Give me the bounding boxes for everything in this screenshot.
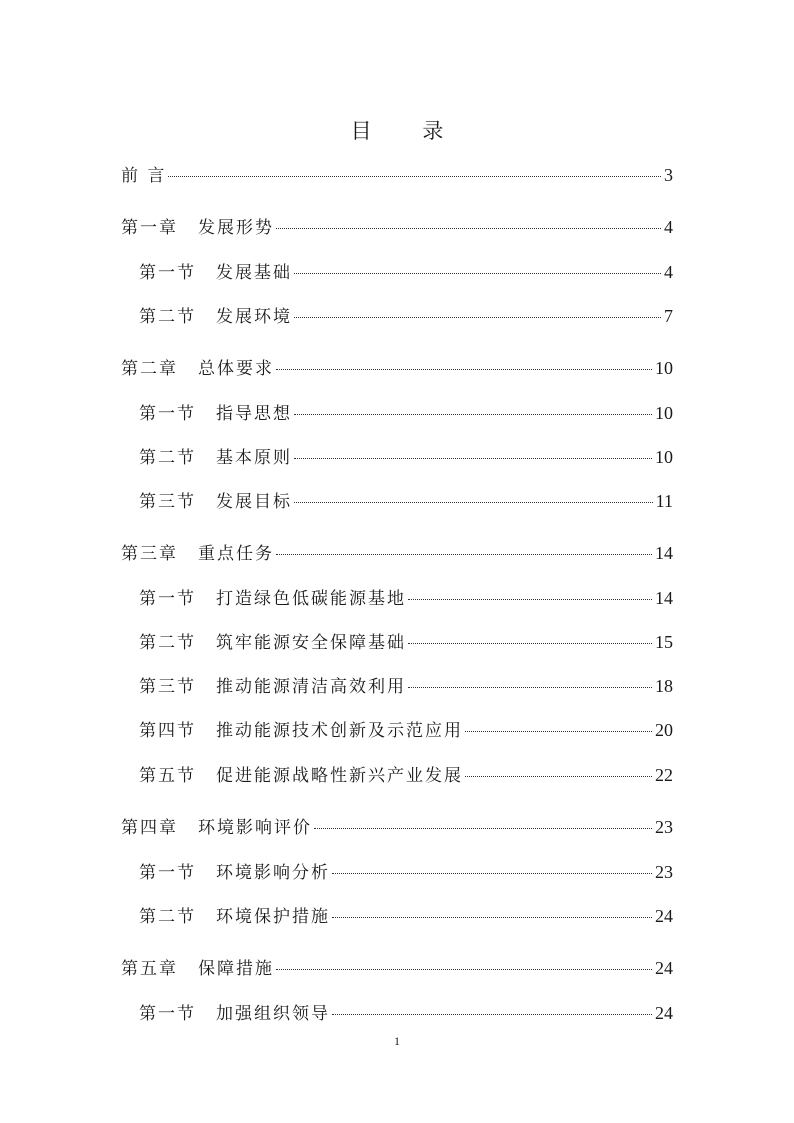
- toc-entry-title: 推动能源清洁高效利用: [216, 677, 406, 697]
- toc-entry-title: 前 言: [121, 166, 167, 186]
- toc-entry[interactable]: [121, 216, 673, 239]
- toc-entry-page: 14: [655, 588, 673, 608]
- toc-entry-title: 环境影响分析: [216, 863, 330, 883]
- toc-entry-page: 20: [655, 720, 673, 740]
- dot-leader: [408, 643, 652, 644]
- toc-entry-number: 第一节: [139, 404, 196, 424]
- toc-entry-label: [121, 817, 312, 839]
- dot-leader: [408, 599, 652, 600]
- toc-entry-title: 总体要求: [198, 359, 274, 379]
- dot-leader: [408, 687, 652, 688]
- toc-entry-page: 15: [655, 632, 673, 652]
- toc-entry-title: 保障措施: [198, 959, 274, 979]
- toc-entry-number: 第三章: [121, 544, 178, 564]
- toc-entry-number: 第五节: [139, 766, 196, 786]
- dot-leader: [276, 554, 652, 555]
- toc-entry-title: 环境保护措施: [216, 907, 330, 927]
- toc-entry-number: 第三节: [139, 492, 196, 512]
- toc-entry-label: [139, 632, 406, 654]
- dot-leader: [332, 1014, 652, 1015]
- dot-leader: [332, 917, 652, 918]
- toc-entry[interactable]: [139, 861, 673, 884]
- toc-entry-label: [139, 403, 292, 425]
- toc-entry-page: 14: [655, 543, 673, 563]
- toc-entry-title: 环境影响评价: [198, 818, 312, 838]
- toc-entry-number: 第五章: [121, 959, 178, 979]
- toc-entry-title: 发展形势: [198, 218, 274, 238]
- toc-entry-page: 10: [655, 403, 673, 423]
- toc-entry-number: 第二节: [139, 448, 196, 468]
- dot-leader: [465, 776, 652, 777]
- dot-leader: [314, 828, 652, 829]
- dot-leader: [332, 873, 652, 874]
- toc-entry-title: 促进能源战略性新兴产业发展: [216, 766, 463, 786]
- page-number: 1: [394, 1034, 400, 1048]
- toc-entry[interactable]: [139, 402, 673, 425]
- toc-entry-label: [139, 862, 330, 884]
- toc-entry-title: 发展基础: [216, 263, 292, 283]
- toc-entry-number: 第三节: [139, 677, 196, 697]
- toc-entry-page: 10: [655, 447, 673, 467]
- toc-entry[interactable]: [139, 305, 673, 328]
- page-title: 目 录: [350, 119, 466, 143]
- toc-entry-number: 第一节: [139, 1004, 196, 1024]
- toc-entry-title: 加强组织领导: [216, 1004, 330, 1024]
- toc-entry-label: [121, 217, 274, 239]
- toc-entry-title: 打造绿色低碳能源基地: [216, 589, 406, 609]
- toc-entry-page: 22: [655, 765, 673, 785]
- toc-entry-label: [139, 306, 292, 328]
- dot-leader: [294, 502, 653, 503]
- toc-entry-number: 第四节: [139, 721, 196, 741]
- toc-entry-page: 3: [664, 165, 673, 185]
- toc-entry-title: 指导思想: [216, 404, 292, 424]
- toc-entry[interactable]: [139, 675, 673, 698]
- dot-leader: [276, 969, 652, 970]
- toc-entry-page: 4: [664, 217, 673, 237]
- toc-entry-label: [121, 958, 274, 980]
- toc-entry[interactable]: [139, 1002, 673, 1025]
- toc-entry-number: 第四章: [121, 818, 178, 838]
- toc-entry-title: 发展目标: [216, 492, 292, 512]
- dot-leader: [276, 228, 661, 229]
- toc-entry-title: 筑牢能源安全保障基础: [216, 633, 406, 653]
- toc-entry-title: 重点任务: [198, 544, 274, 564]
- dot-leader: [294, 458, 652, 459]
- toc-entry-title: 发展环境: [216, 307, 292, 327]
- dot-leader: [465, 731, 652, 732]
- toc-entry[interactable]: [121, 957, 673, 980]
- toc-entry-label: [139, 491, 292, 513]
- toc-entry-label: [139, 676, 406, 698]
- toc-entry[interactable]: [121, 542, 673, 565]
- toc-entry-title: 基本原则: [216, 448, 292, 468]
- toc-entry-label: [121, 165, 166, 187]
- dot-leader: [294, 273, 661, 274]
- toc-entry-page: 10: [655, 358, 673, 378]
- toc-entry[interactable]: [139, 446, 673, 469]
- toc-entry-page: 18: [655, 676, 673, 696]
- toc-entry-page: 11: [655, 491, 673, 511]
- toc-entry-number: 第一章: [121, 218, 178, 238]
- toc-entry-label: [121, 358, 274, 380]
- toc-entry[interactable]: [139, 719, 673, 742]
- toc-entry-label: [139, 262, 292, 284]
- toc-entry-number: 第二节: [139, 907, 196, 927]
- dot-leader: [294, 414, 652, 415]
- toc-entry-label: [139, 720, 463, 742]
- toc-entry-page: 24: [655, 958, 673, 978]
- toc-entry-page: 23: [655, 817, 673, 837]
- toc-entry[interactable]: [121, 357, 673, 380]
- toc-entry-page: 4: [664, 262, 673, 282]
- toc-entry-label: [121, 543, 274, 565]
- toc-entry-label: [139, 1003, 330, 1025]
- toc-entry[interactable]: [139, 764, 673, 787]
- toc-entry-label: [139, 447, 292, 469]
- toc-entry-page: 24: [655, 906, 673, 926]
- toc-entry-label: [139, 765, 463, 787]
- dot-leader: [276, 369, 652, 370]
- dot-leader: [168, 176, 661, 177]
- toc-entry[interactable]: [139, 261, 673, 284]
- toc-entry[interactable]: [121, 164, 673, 187]
- toc-entry-number: 第二节: [139, 633, 196, 653]
- toc-entry-page: 23: [655, 862, 673, 882]
- dot-leader: [294, 317, 661, 318]
- toc-entry[interactable]: [139, 631, 673, 654]
- toc-entry-number: 第一节: [139, 589, 196, 609]
- toc-entry[interactable]: [139, 490, 673, 513]
- toc-entry[interactable]: [139, 905, 673, 928]
- toc-entry-title: 推动能源技术创新及示范应用: [216, 721, 463, 741]
- toc-entry[interactable]: [121, 816, 673, 839]
- toc-entry-number: 第二节: [139, 307, 196, 327]
- toc-entry-number: 第一节: [139, 263, 196, 283]
- toc-entry-number: 第二章: [121, 359, 178, 379]
- toc-entry-label: [139, 588, 406, 610]
- toc-entry-label: [139, 906, 330, 928]
- toc-entry-number: 第一节: [139, 863, 196, 883]
- toc-entry-page: 24: [655, 1003, 673, 1023]
- toc-entry-page: 7: [664, 306, 673, 326]
- toc-entry[interactable]: [139, 587, 673, 610]
